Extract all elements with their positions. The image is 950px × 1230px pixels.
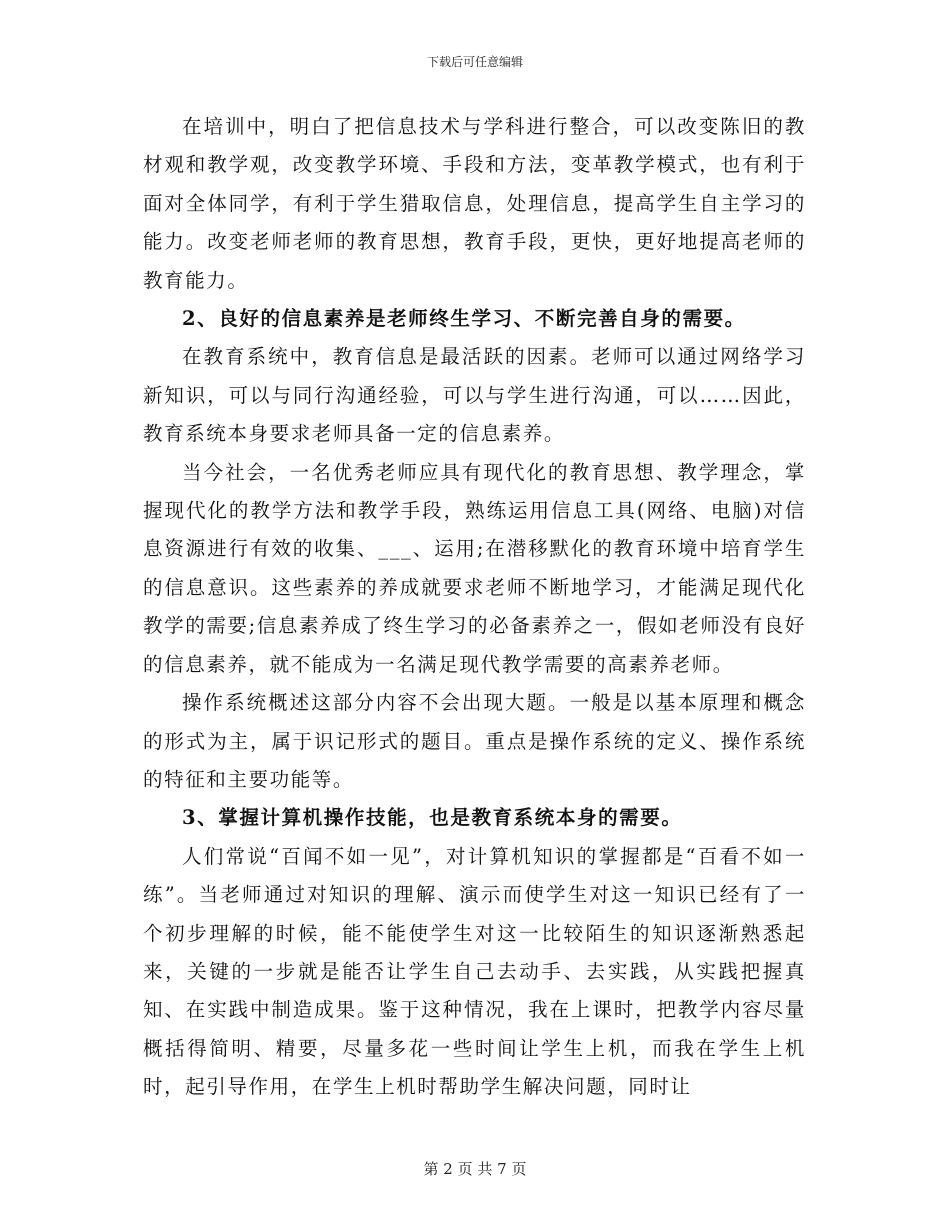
- document-body: [143, 108, 806, 1107]
- paragraph-modern-teacher: [143, 454, 806, 684]
- page-footer: 第 2 页 共 7 页: [423, 1160, 527, 1178]
- paragraph-integration: 在培训中，明白了把信息技术与学科进行整合，可以改变陈旧的教材观和教学观，改变教学环境、手段和方法，变革教学模式，也有利于面对全体同学，有利于学生猎取信息，处理信息，提高学生自主学习的能力。改变老师老师的教育思想，教育手段，更快，更好地提高老师的教育能力。: [143, 115, 806, 292]
- paragraph-education-system: 在教育系统中，教育信息是最活跃的因素。老师可以通过网络学习新知识，可以与同行沟通经验，可以与学生进行沟通，可以……因此，教育系统本身要求老师具备一定的信息素养。: [143, 345, 806, 446]
- page-header: 下载后可任意编辑: [426, 55, 523, 69]
- heading-computer-skills: 3、掌握计算机操作技能，也是教育系统本身的需要。: [182, 806, 683, 830]
- paragraph-os-overview: 操作系统概述这部分内容不会出现大题。一般是以基本原理和概念的形式为主，属于识记形式的题目。重点是操作系统的定义、操作系统的特征和主要功能等。: [143, 691, 806, 791]
- fill-in-blank: ___: [378, 537, 413, 561]
- paragraph-text-before-blank: 当今社会，一名优秀老师应具有现代化的教育思想、教学理念，掌握现代化的教学方法和教学手段，熟练运用信息工具(网络、电脑)对信息资源进行有效的收集、: [143, 460, 806, 561]
- heading-information-literacy: 2、良好的信息素养是老师终生学习、不断完善自身的需要。: [182, 307, 746, 331]
- paragraph-text-after-blank: 、运用;在潜移默化的教育环境中培育学生的信息意识。这些素养的养成就要求老师不断地学习，才能满足现代化教学的需要;信息素养成了终生学习的必备素养之一，假如老师没有良好的信息素养，就不能成为一名满足现代教学需要的高素养老师。: [143, 537, 806, 676]
- paragraph-practice: 人们常说“百闻不如一见”，对计算机知识的掌握都是“百看不如一练”。当老师通过对知识的理解、演示而使学生对这一知识已经有了一个初步理解的时候，能不能使学生对这一比较陌生的知识逐渐熟悉起来，关键的一步就是能否让学生自己去动手、去实践，从实践把握真知、在实践中制造成果。鉴于这种情况，我在上课时，把教学内容尽量概括得简明、精要，尽量多花一些时间让学生上机，而我在学生上机时，起引导作用，在学生上机时帮助学生解决问题，同时让: [143, 844, 806, 1099]
